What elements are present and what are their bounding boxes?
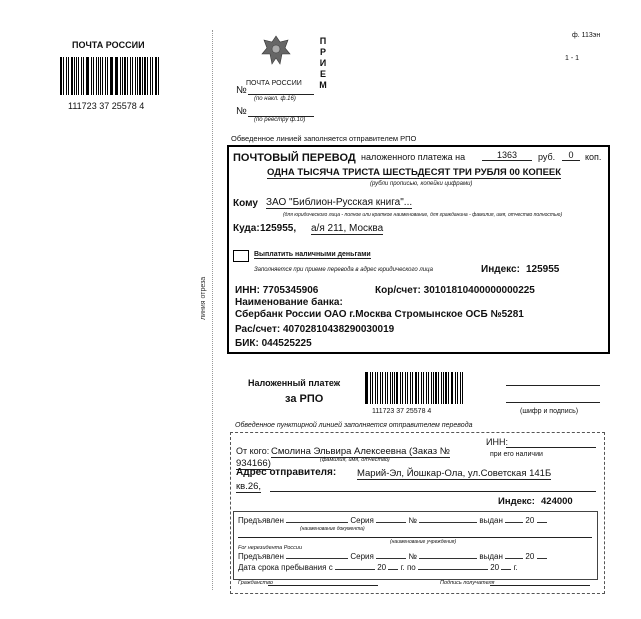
nakl-no-label: № bbox=[236, 85, 247, 96]
barcode-bar bbox=[431, 372, 432, 404]
recipient-index-value: 125955 bbox=[526, 264, 560, 275]
emblem-icon bbox=[258, 32, 294, 68]
amount-words-note: (рубли прописью, копейки цифрами) bbox=[370, 181, 473, 187]
reestr-note: (по реестру ф.10) bbox=[254, 117, 306, 123]
barcode-bar bbox=[380, 372, 381, 404]
where-zip: 125955, bbox=[260, 223, 297, 234]
where-label: Куда: bbox=[233, 223, 260, 234]
barcode-bar bbox=[400, 372, 401, 404]
korr-line: Кор/счет: 30101810400000000225 bbox=[375, 285, 535, 296]
barcode-bar bbox=[83, 57, 84, 95]
barcode-bar bbox=[438, 372, 439, 404]
barcode-bar bbox=[418, 372, 419, 404]
citizenship-line bbox=[268, 585, 378, 586]
from-label: От кого: bbox=[236, 446, 270, 456]
cod-sign-line1 bbox=[506, 385, 600, 386]
barcode-bar bbox=[71, 57, 73, 95]
address-value-2: кв.26, bbox=[236, 481, 262, 492]
from-value-2: 934166) bbox=[236, 458, 271, 469]
barcode-bar bbox=[144, 57, 146, 95]
cod-barcode-number: 111723 37 25578 4 bbox=[372, 408, 432, 415]
barcode-bar bbox=[66, 57, 67, 95]
kop-label: коп. bbox=[585, 152, 602, 162]
signature-label: Подпись получателя bbox=[440, 580, 495, 586]
id-row-2: Предъявлен Серия № выдан 20 bbox=[238, 552, 547, 561]
barcode-bar bbox=[370, 372, 371, 404]
barcode-bar bbox=[81, 57, 82, 95]
to-label: Кому bbox=[233, 198, 258, 209]
barcode-bar bbox=[115, 57, 116, 95]
inst-note: (наименование учреждения) bbox=[390, 539, 457, 545]
barcode-bar bbox=[107, 57, 108, 95]
barcode-bar bbox=[78, 57, 79, 95]
stay-row: Дата срока пребывания с 20 г. по 20 г. bbox=[238, 563, 518, 572]
barcode-bar bbox=[74, 57, 75, 95]
sender-index-value: 424000 bbox=[541, 496, 573, 507]
id-row-1: Предъявлен Серия № выдан 20 bbox=[238, 516, 547, 525]
barcode-bar bbox=[396, 372, 397, 404]
barcode-bar bbox=[142, 57, 143, 95]
barcode-bar bbox=[448, 372, 449, 404]
barcode-bar bbox=[132, 57, 133, 95]
from-value: Смолина Эльвира Алексеевна (Заказ № bbox=[271, 446, 450, 457]
priem-vertical: П Р И Е М bbox=[319, 36, 327, 90]
copy-number: 1 - 1 bbox=[565, 55, 580, 62]
barcode-bar bbox=[405, 372, 406, 404]
barcode-bar bbox=[152, 57, 153, 95]
barcode-bar bbox=[421, 372, 422, 404]
barcode-bar bbox=[445, 372, 446, 404]
barcode-bar bbox=[102, 57, 104, 95]
left-barcode-number: 111723 37 25578 4 bbox=[68, 101, 145, 111]
barcode-bar bbox=[375, 372, 376, 404]
barcode-bar bbox=[91, 57, 92, 95]
barcode-bar bbox=[426, 372, 427, 404]
sender-inn-note: при его наличии bbox=[490, 451, 543, 458]
doc-note: (наименование документа) bbox=[300, 526, 365, 532]
where-value: а/я 211, Москва bbox=[311, 223, 384, 234]
barcode-bar bbox=[137, 57, 138, 95]
barcode-bar bbox=[135, 57, 136, 95]
citizenship-label: Гражданство bbox=[238, 580, 273, 586]
barcode-bar bbox=[366, 372, 367, 404]
cod-line1: Наложенный платеж bbox=[248, 378, 341, 388]
barcode-bar bbox=[98, 57, 99, 95]
filled-by-note: Обведенное линией заполняется отправителем РПО bbox=[231, 134, 417, 143]
barcode-bar bbox=[460, 372, 461, 404]
barcode-bar bbox=[68, 57, 69, 95]
left-barcode bbox=[60, 57, 160, 95]
barcode-bar bbox=[428, 372, 429, 404]
barcode-bar bbox=[93, 57, 94, 95]
barcode-bar bbox=[111, 57, 113, 95]
barcode-bar bbox=[435, 372, 436, 404]
id-row-line bbox=[238, 537, 592, 538]
cut-line bbox=[212, 30, 213, 590]
header-org: ПОЧТА РОССИИ bbox=[246, 80, 302, 87]
barcode-bar bbox=[382, 372, 383, 404]
left-org-name: ПОЧТА РОССИИ bbox=[72, 40, 145, 50]
barcode-bar bbox=[390, 372, 391, 404]
barcode-bar bbox=[130, 57, 132, 95]
to-value: ЗАО "Библион-Русская книга"... bbox=[266, 197, 413, 208]
cash-checkbox[interactable] bbox=[233, 250, 249, 262]
bank-value: Сбербанк России ОАО г.Москва Стромынское ОСБ №5281 bbox=[235, 309, 524, 320]
barcode-bar bbox=[105, 57, 106, 95]
barcode-bar bbox=[60, 57, 62, 95]
barcode-bar bbox=[87, 57, 89, 95]
barcode-bar bbox=[457, 372, 458, 404]
barcode-bar bbox=[122, 57, 123, 95]
signature-line bbox=[490, 585, 590, 586]
nakl-note: (по накл. ф.16) bbox=[254, 96, 296, 102]
barcode-bar bbox=[423, 372, 424, 404]
barcode-bar bbox=[455, 372, 456, 404]
cod-sign-line2 bbox=[506, 402, 600, 403]
barcode-bar bbox=[116, 57, 118, 95]
recipient-index-label: Индекс: bbox=[481, 264, 520, 275]
account-line: Рас/счет: 40702810438290030019 bbox=[235, 324, 395, 335]
nonres-note: For нерезидента России bbox=[238, 545, 303, 551]
legal-note: Заполняется при приеме перевода в адрес юридического лица bbox=[254, 267, 433, 273]
barcode-bar bbox=[150, 57, 151, 95]
cut-line-label: линия отреза bbox=[200, 276, 207, 320]
barcode-bar bbox=[127, 57, 128, 95]
barcode-bar bbox=[385, 372, 386, 404]
address-value: Марий-Эл, Йошкар-Ола, ул.Советская 141Б bbox=[357, 468, 552, 479]
barcode-bar bbox=[452, 372, 453, 404]
bik-line: БИК: 044525225 bbox=[235, 338, 312, 349]
nakl-line bbox=[248, 94, 314, 95]
barcode-bar bbox=[158, 57, 159, 95]
kop-amount: 0 bbox=[562, 150, 580, 161]
sender-inn-label: ИНН: bbox=[486, 437, 508, 447]
barcode-bar bbox=[110, 57, 111, 95]
address-extra-line bbox=[270, 491, 596, 492]
barcode-bar bbox=[372, 372, 373, 404]
signature-note: (шифр и подпись) bbox=[520, 408, 579, 415]
rub-amount: 1363 bbox=[482, 150, 532, 161]
form-code: ф. 113эн bbox=[572, 32, 601, 39]
cod-line2: за РПО bbox=[285, 393, 324, 405]
barcode-bar bbox=[410, 372, 411, 404]
barcode-bar bbox=[441, 372, 442, 404]
barcode-bar bbox=[120, 57, 121, 95]
barcode-bar bbox=[124, 57, 125, 95]
cash-label: Выплатить наличными деньгами bbox=[254, 251, 371, 258]
inn-line: ИНН: 7705345906 bbox=[235, 285, 319, 296]
sender-index-label: Индекс: bbox=[498, 496, 535, 507]
barcode-bar bbox=[407, 372, 408, 404]
reestr-no-label: № bbox=[236, 106, 247, 117]
address-label: Адрес отправителя: bbox=[236, 467, 337, 478]
barcode-bar bbox=[415, 372, 416, 404]
barcode-bar bbox=[86, 57, 87, 95]
transfer-title: ПОЧТОВЫЙ ПЕРЕВОД bbox=[233, 152, 356, 164]
barcode-bar bbox=[96, 57, 97, 95]
from-note: (фамилия, имя, отчество) bbox=[320, 457, 390, 463]
bank-label: Наименование банка: bbox=[235, 297, 343, 308]
sender-inn-line bbox=[506, 447, 596, 448]
dotted-note: Обведенное пунктирной линией заполняется отправителем перевода bbox=[235, 422, 473, 429]
to-note: (для юридического лица - полное или краткое наименование, для гражданина - фамилия, имя, отчество полностью) bbox=[283, 212, 563, 218]
rub-label: руб. bbox=[538, 152, 556, 162]
barcode-bar bbox=[63, 57, 65, 95]
amount-in-words: ОДНА ТЫСЯЧА ТРИСТА ШЕСТЬДЕСЯТ ТРИ РУБЛЯ 00 КОПЕЕК bbox=[267, 167, 562, 178]
barcode-bar bbox=[155, 57, 157, 95]
barcode-bar bbox=[147, 57, 148, 95]
transfer-subtitle: наложенного платежа на bbox=[361, 152, 466, 162]
barcode-bar bbox=[76, 57, 77, 95]
barcode-bar bbox=[139, 57, 140, 95]
barcode-bar bbox=[412, 372, 413, 404]
barcode-bar bbox=[377, 372, 378, 404]
barcode-bar bbox=[394, 372, 395, 404]
barcode-bar bbox=[100, 57, 101, 95]
cod-barcode bbox=[365, 372, 465, 404]
